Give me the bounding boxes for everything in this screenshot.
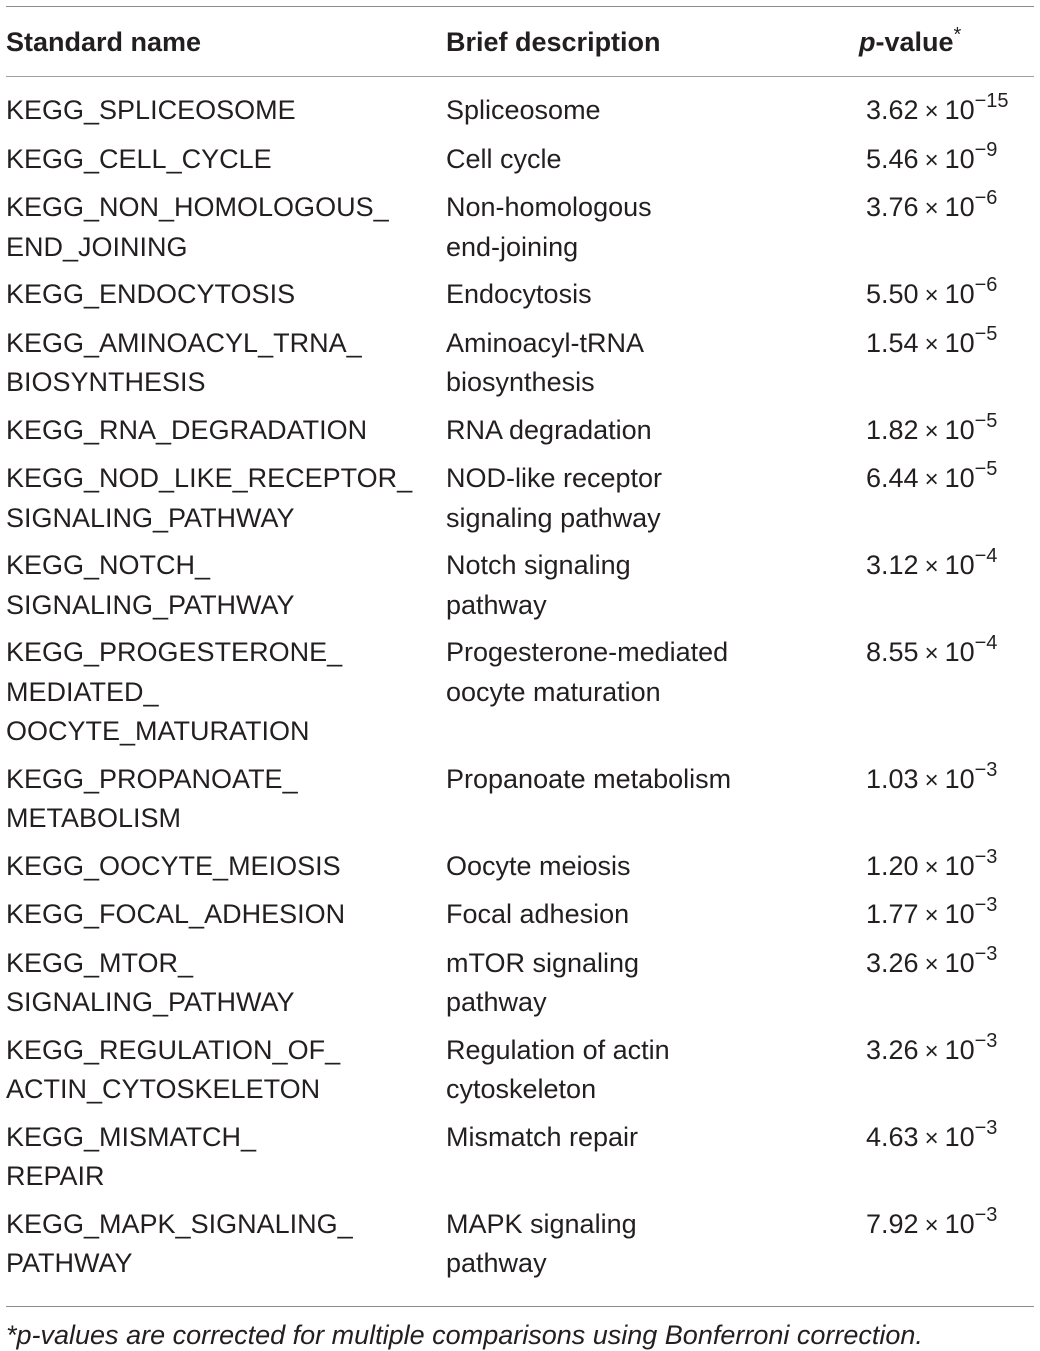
standard-name-cell: KEGG_MTOR_ SIGNALING_PATHWAY — [6, 947, 295, 1017]
p-value-cell — [859, 140, 1034, 181]
table-row — [6, 459, 1034, 546]
p-value-cell — [859, 459, 1034, 538]
table-row — [6, 1118, 1034, 1205]
header-standard-name: Standard name — [6, 26, 202, 57]
p-value-base: 10 — [944, 463, 975, 493]
standard-name-cell: KEGG_NOTCH_ SIGNALING_PATHWAY — [6, 550, 295, 620]
p-value-exponent: −3 — [974, 894, 998, 916]
p-value-base: 10 — [944, 327, 975, 358]
standard-name-cell: KEGG_SPLICEOSOME — [6, 95, 296, 125]
p-value-cell — [859, 411, 1034, 452]
table-row — [6, 275, 1034, 324]
table-row — [6, 546, 1034, 633]
header-p-value-text: -value — [875, 26, 954, 57]
table-bottom-rule — [6, 1306, 1034, 1307]
p-value-cell — [859, 1031, 1034, 1110]
table-row — [6, 1031, 1034, 1118]
p-value-base: 10 — [944, 763, 975, 794]
p-value-exponent: −6 — [974, 274, 998, 296]
times-sign: × — [924, 950, 939, 978]
p-value-exponent: −3 — [974, 1203, 998, 1226]
standard-name-cell: KEGG_OOCYTE_MEIOSIS — [6, 850, 341, 881]
p-value-cell — [859, 895, 1034, 936]
p-value-exponent: −15 — [974, 90, 1009, 112]
p-value-base: 10 — [944, 1034, 975, 1065]
table-body — [6, 77, 1034, 1306]
p-value-cell — [859, 944, 1034, 1023]
times-sign: × — [924, 1124, 939, 1152]
enrichment-table — [6, 6, 1034, 1351]
standard-name-cell: KEGG_FOCAL_ADHESION — [6, 899, 346, 929]
brief-description-cell: Notch signaling pathway — [446, 550, 631, 620]
brief-description-cell: Cell cycle — [446, 143, 562, 174]
p-value-cell — [859, 324, 1034, 403]
p-value-cell — [859, 1205, 1034, 1284]
table-row — [6, 1205, 1034, 1292]
brief-description-cell: Mismatch repair — [446, 1121, 639, 1152]
p-value-exponent: −3 — [974, 1116, 998, 1139]
brief-description-cell: Oocyte meiosis — [446, 850, 631, 881]
p-value-mantissa: 3.26 — [866, 947, 919, 978]
brief-description-cell: Focal adhesion — [446, 899, 630, 929]
p-value-exponent: −4 — [974, 545, 998, 567]
p-value-cell — [859, 1118, 1034, 1197]
times-sign: × — [924, 98, 939, 125]
p-value-exponent: −9 — [974, 138, 998, 161]
times-sign: × — [924, 640, 939, 667]
p-value-exponent: −6 — [974, 187, 998, 209]
standard-name-cell: KEGG_NOD_LIKE_RECEPTOR_ SIGNALING_PATHWAY — [6, 463, 413, 533]
brief-description-cell: Non-homologous end-joining — [446, 192, 652, 262]
p-value-cell — [859, 546, 1034, 625]
brief-description-cell: MAPK signaling pathway — [446, 1208, 637, 1278]
standard-name-cell: KEGG_REGULATION_OF_ ACTIN_CYTOSKELETON — [6, 1034, 341, 1104]
table-row — [6, 633, 1034, 760]
table-row — [6, 324, 1034, 411]
p-value-base: 10 — [944, 192, 975, 222]
times-sign: × — [924, 466, 939, 493]
brief-description-cell: Regulation of actin cytoskeleton — [446, 1034, 670, 1104]
standard-name-cell: KEGG_RNA_DEGRADATION — [6, 414, 368, 445]
brief-description-cell: NOD-like receptor signaling pathway — [446, 463, 663, 533]
p-value-base: 10 — [944, 947, 975, 978]
p-value-mantissa: 8.55 — [866, 637, 919, 667]
times-sign: × — [924, 330, 939, 358]
p-value-exponent: −3 — [974, 942, 998, 965]
table-row — [6, 895, 1034, 944]
brief-description-cell: Progesterone-mediated oocyte maturation — [446, 637, 729, 707]
p-value-base: 10 — [944, 850, 975, 881]
p-value-exponent: −5 — [974, 458, 998, 480]
standard-name-cell: KEGG_AMINOACYL_TRNA_ BIOSYNTHESIS — [6, 327, 362, 397]
p-value-mantissa: 1.77 — [866, 899, 919, 929]
p-value-cell — [859, 760, 1034, 839]
p-value-mantissa: 5.50 — [866, 279, 919, 309]
p-value-mantissa: 5.46 — [866, 143, 919, 174]
times-sign: × — [924, 195, 939, 222]
p-value-mantissa: 7.92 — [866, 1208, 919, 1239]
p-value-exponent: −3 — [974, 1029, 998, 1052]
p-value-cell — [859, 91, 1034, 132]
p-value-mantissa: 3.62 — [866, 95, 919, 125]
table-row — [6, 760, 1034, 847]
p-value-exponent: −3 — [974, 845, 998, 868]
brief-description-cell: RNA degradation — [446, 414, 652, 445]
times-sign: × — [924, 1211, 939, 1239]
standard-name-cell: KEGG_MAPK_SIGNALING_ PATHWAY — [6, 1208, 353, 1278]
brief-description-cell: Propanoate metabolism — [446, 763, 732, 794]
times-sign: × — [924, 553, 939, 580]
p-value-base: 10 — [944, 95, 975, 125]
standard-name-cell: KEGG_ENDOCYTOSIS — [6, 279, 296, 309]
p-value-exponent: −4 — [974, 632, 998, 654]
p-value-base: 10 — [944, 899, 975, 929]
times-sign: × — [924, 282, 939, 309]
p-value-mantissa: 1.20 — [866, 850, 919, 881]
p-value-base: 10 — [944, 414, 975, 445]
brief-description-cell: mTOR signaling pathway — [446, 947, 640, 1017]
standard-name-cell: KEGG_NON_HOMOLOGOUS_ END_JOINING — [6, 192, 389, 262]
p-value-cell — [859, 275, 1034, 316]
p-value-cell — [859, 847, 1034, 888]
p-value-base: 10 — [944, 637, 975, 667]
table-row — [6, 91, 1034, 140]
p-value-cell — [859, 633, 1034, 752]
p-value-mantissa: 3.26 — [866, 1034, 919, 1065]
header-p-letter: p — [859, 26, 876, 57]
p-value-exponent: −5 — [974, 409, 998, 432]
times-sign: × — [924, 766, 939, 794]
p-value-base: 10 — [944, 1121, 975, 1152]
p-value-base: 10 — [944, 1208, 975, 1239]
p-value-base: 10 — [944, 143, 975, 174]
standard-name-cell: KEGG_MISMATCH_ REPAIR — [6, 1121, 257, 1191]
p-value-exponent: −5 — [974, 322, 998, 345]
table-row — [6, 944, 1034, 1031]
p-value-mantissa: 1.03 — [866, 763, 919, 794]
standard-name-cell: KEGG_CELL_CYCLE — [6, 143, 272, 174]
header-p-value-asterisk: * — [953, 23, 962, 46]
table-row — [6, 847, 1034, 896]
table-row — [6, 188, 1034, 275]
brief-description-cell: Aminoacyl-tRNA biosynthesis — [446, 327, 645, 397]
p-value-mantissa: 4.63 — [866, 1121, 919, 1152]
p-value-base: 10 — [944, 550, 975, 580]
brief-description-cell: Endocytosis — [446, 279, 592, 309]
table-row — [6, 140, 1034, 189]
standard-name-cell: KEGG_PROPANOATE_ METABOLISM — [6, 763, 298, 833]
p-value-cell — [859, 188, 1034, 267]
times-sign: × — [924, 417, 939, 445]
p-value-mantissa: 1.54 — [866, 327, 919, 358]
table-row — [6, 411, 1034, 460]
p-value-mantissa: 6.44 — [866, 463, 919, 493]
times-sign: × — [924, 853, 939, 881]
p-value-mantissa: 1.82 — [866, 414, 919, 445]
header-brief-description: Brief description — [446, 26, 661, 57]
p-value-base: 10 — [944, 279, 975, 309]
table-header-row — [6, 7, 1034, 76]
header-p-value — [859, 23, 1034, 58]
brief-description-cell: Spliceosome — [446, 95, 601, 125]
p-value-exponent: −3 — [974, 758, 998, 781]
times-sign: × — [924, 146, 939, 174]
standard-name-cell: KEGG_PROGESTERONE_ MEDIATED_ OOCYTE_MATURATION — [6, 637, 343, 746]
times-sign: × — [924, 902, 939, 929]
p-value-mantissa: 3.12 — [866, 550, 919, 580]
times-sign: × — [924, 1037, 939, 1065]
p-value-mantissa: 3.76 — [866, 192, 919, 222]
table-footnote: *p-values are corrected for multiple comparisons using Bonferroni correction. — [6, 1319, 923, 1350]
